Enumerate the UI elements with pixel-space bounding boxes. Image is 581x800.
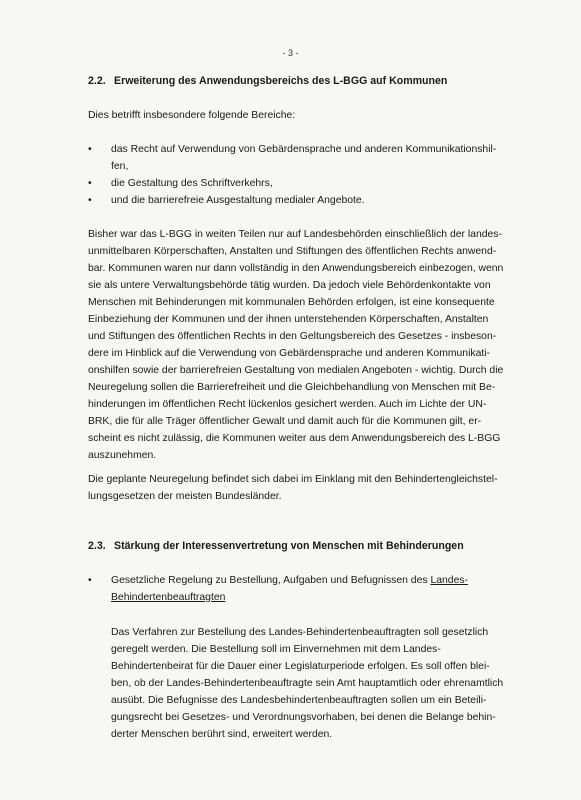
text-line: Menschen mit Behinderungen mit kommunalen Behörden erfolgen, ist eine konsequente: [88, 297, 495, 308]
underlined-term: Landes-: [430, 575, 469, 586]
text-line: ben, ob der Landes-Behindertenbeauftragte sein Amt hauptamtlich oder ehrenamtlich: [111, 678, 504, 689]
list-item-text: und die barrierefreie Ausgestaltung medialer Angebote.: [111, 195, 365, 206]
section-2-2-intro: Dies betrifft insbesondere folgende Bereiche:: [88, 110, 296, 121]
section-title: Erweiterung des Anwendungsbereichs des L-BGG auf Kommunen: [114, 75, 448, 87]
section-2-2-paragraph-1: [88, 226, 528, 464]
list-item-text: Gesetzliche Regelung zu Bestellung, Aufgaben und Befugnissen des Landes-: [111, 575, 469, 586]
text-line: Einbeziehung der Kommunen und der ihnen unterstehenden Körperschaften, Anstalten: [88, 314, 489, 325]
section-2-3-bullet-list: [88, 572, 528, 606]
section-2-2-bullet-list: [88, 141, 528, 209]
section-2-2-paragraph-2: [88, 471, 528, 505]
text-line: onshilfen sowie der barrierefreien Gestaltung von medialen Angeboten - wichtig. Durch die: [88, 365, 504, 376]
text-line: Neuregelung sollen die Barrierefreiheit und die Gleichbehandlung von Menschen mit Be-: [88, 382, 496, 393]
text-line: bar. Kommunen waren nur dann vollständig in den Anwendungsbereich einbezogen, wenn: [88, 263, 504, 274]
text-line: hinderungen im öffentlichen Recht lückenlos gesichert werden. Auch im Lichte der UN-: [88, 399, 487, 410]
section-number: 2.3.: [88, 540, 106, 552]
bullet-icon: •: [88, 144, 92, 155]
section-title: Stärkung der Interessenvertretung von Menschen mit Behinderungen: [114, 540, 464, 552]
list-item-text: das Recht auf Verwendung von Gebärdensprache und anderen Kommunikationshil-: [111, 144, 497, 155]
bullet-icon: •: [88, 575, 92, 586]
text-line: ausübt. Die Befugnisse des Landesbehindertenbeauftragten sollen um ein Beteili-: [111, 695, 487, 706]
bullet-icon: •: [88, 178, 92, 189]
text-line: Die geplante Neuregelung befindet sich dabei im Einklang mit den Behindertengleichstel-: [88, 474, 498, 485]
text-line: geregelt werden. Die Bestellung soll im Einvernehmen mit dem Landes-: [111, 644, 441, 655]
text-line: gungsrecht bei Gesetzes- und Verordnungsvorhaben, bei denen die Belange behin-: [111, 712, 496, 723]
list-item-text: fen,: [111, 161, 129, 172]
text-line: BRK, die für alle Träger öffentlicher Gewalt und damit auch für die Kommunen gilt, er-: [88, 416, 482, 427]
section-number: 2.2.: [88, 75, 106, 87]
text-line: Das Verfahren zur Bestellung des Landes-Behindertenbeauftragten soll gesetzlich: [111, 627, 489, 638]
text-line: unmittelbaren Körperschaften, Anstalten und Stiftungen des öffentlichen Rechts anwend-: [88, 246, 497, 257]
text-line: lungsgesetzen der meisten Bundesländer.: [88, 491, 282, 502]
bullet-icon: •: [88, 195, 92, 206]
section-2-3-paragraph: [111, 624, 529, 743]
list-item: [88, 175, 528, 192]
section-2-3-heading: [88, 538, 528, 555]
text-line: auszunehmen.: [88, 450, 157, 461]
page-number: - 3 -: [282, 48, 299, 58]
text-line: sie als untere Verwaltungsbehörde tätig wurden. Da jedoch viele Behördenkontakte von: [88, 280, 491, 291]
text-line: derter Menschen berührt sind, erweitert werden.: [111, 729, 333, 740]
text-line: scheint es nicht zulässig, die Kommunen weiter aus dem Anwendungsbereich des L-BGG: [88, 433, 501, 444]
text-line: Bisher war das L-BGG in weiten Teilen nur auf Landesbehörden einschließlich der landes-: [88, 229, 502, 240]
underlined-term: Behindertenbeauftragten: [111, 592, 226, 603]
list-item: [88, 141, 528, 175]
text-line: dere im Hinblick auf die Verwendung von Gebärdensprache und anderen Kommunikati-: [88, 348, 491, 359]
text-line: und Stiftungen des öffentlichen Rechts in den Geltungsbereich des Gesetzes - insbeson-: [88, 331, 497, 342]
list-item: [88, 572, 528, 606]
text-line: Behindertenbeirat für die Dauer einer Legislaturperiode erfolgen. Es soll offen blei-: [111, 661, 490, 672]
list-item-text: die Gestaltung des Schriftverkehrs,: [111, 178, 273, 189]
section-2-2-heading: [88, 73, 528, 90]
list-item: [88, 192, 528, 209]
